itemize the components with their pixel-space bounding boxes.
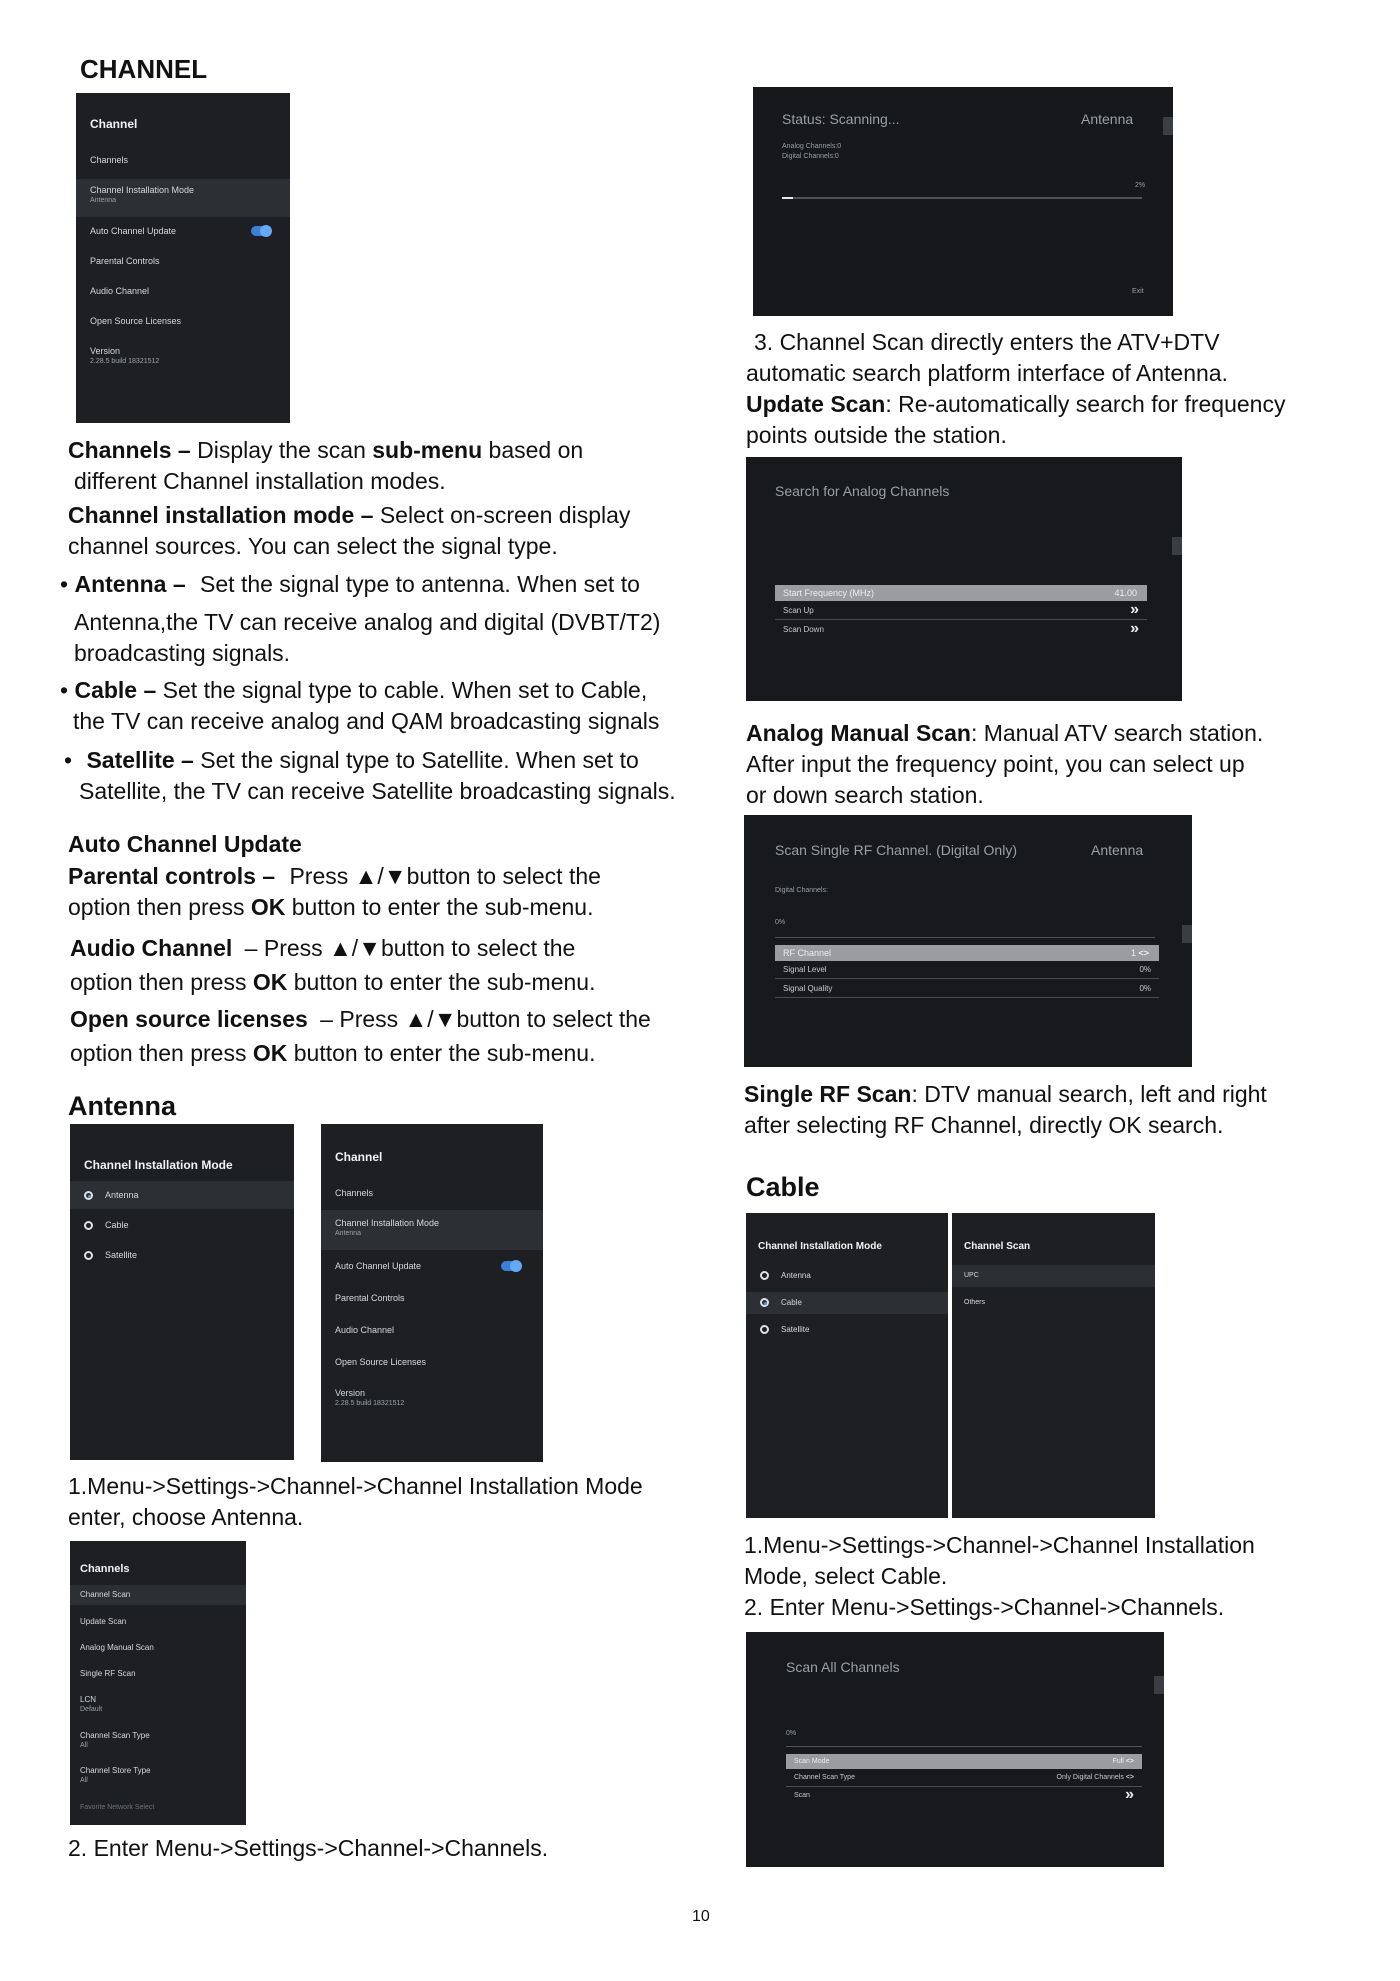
screenshot-analog-search xyxy=(746,457,1182,701)
menu-item-licenses[interactable]: Open Source Licenses xyxy=(335,1357,427,1367)
menu-title: Channel xyxy=(90,117,138,131)
option-cable[interactable] xyxy=(746,1292,948,1314)
frequency-value: 41.00 xyxy=(1114,588,1137,598)
menu-item-label: Channel Installation Mode xyxy=(90,185,195,195)
rf-value xyxy=(1131,945,1149,961)
panel-title: Search for Analog Channels xyxy=(775,483,950,499)
term: OK xyxy=(250,894,286,920)
term: Single RF Scan xyxy=(744,1081,912,1107)
text: or down search station. xyxy=(746,782,984,808)
text: Display the scan xyxy=(197,437,366,463)
analog-count: Analog Channels:0 xyxy=(782,143,842,150)
text: button to select the xyxy=(456,1006,651,1032)
menu-item-parental[interactable]: Parental Controls xyxy=(90,256,160,266)
row-label: Signal Quality xyxy=(783,984,833,993)
digital-label: Digital Channels: xyxy=(775,887,828,894)
menu-item-label: Version xyxy=(90,346,121,356)
auto-update-toggle[interactable] xyxy=(251,226,271,236)
text: Select on-screen display xyxy=(379,502,631,528)
menu-item-scan-type[interactable] xyxy=(70,1731,246,1749)
text: enter, choose Antenna. xyxy=(68,1504,304,1530)
mode-text: Full xyxy=(1112,1758,1124,1765)
menu-item-channels[interactable]: Channels xyxy=(90,155,129,165)
antenna-step2: 2. Enter Menu->Settings->Channel->Channels. xyxy=(68,1835,549,1861)
term: Channels – xyxy=(68,437,191,463)
progress-fill xyxy=(782,197,793,199)
menu-item-favorite-network[interactable]: Favorite Network Select xyxy=(80,1804,155,1811)
menu-item-audio[interactable]: Audio Channel xyxy=(335,1325,395,1335)
row-label: Scan xyxy=(794,1792,810,1799)
signal-level-row xyxy=(775,963,1159,979)
menu-item-channels[interactable]: Channels xyxy=(335,1188,374,1198)
arrows: ▲/▼ xyxy=(354,863,407,889)
menu-item-analog-scan[interactable]: Analog Manual Scan xyxy=(80,1643,154,1652)
text: Mode, select Cable. xyxy=(744,1563,948,1589)
satellite-bullet xyxy=(64,745,714,807)
heading-channel: CHANNEL xyxy=(80,54,208,84)
text: button to enter the sub-menu. xyxy=(293,969,596,995)
term: Audio Channel xyxy=(70,935,233,961)
text: Press xyxy=(289,863,349,889)
progress-track xyxy=(782,197,1142,199)
menu-item-audio[interactable]: Audio Channel xyxy=(90,286,150,296)
text: : DTV manual search, left and right xyxy=(911,1081,1267,1107)
scan-type-row[interactable] xyxy=(786,1771,1142,1787)
text: broadcasting signals. xyxy=(74,640,291,666)
scan-status: Status: Scanning... xyxy=(782,111,900,127)
option-label: Satellite xyxy=(781,1325,810,1334)
text: button to select the xyxy=(406,863,601,889)
version-number: 2.28.5 build 18321512 xyxy=(335,1400,405,1407)
radio-selected-icon xyxy=(760,1298,769,1307)
menu-item-version xyxy=(321,1388,543,1407)
row-label: Scan Mode xyxy=(794,1758,830,1765)
menu-item-sub: All xyxy=(80,1742,88,1749)
menu-item-auto-update[interactable]: Auto Channel Update xyxy=(335,1261,422,1271)
auto-update-toggle[interactable] xyxy=(501,1261,521,1271)
menu-item-channel-scan[interactable]: Channel Scan xyxy=(70,1585,246,1605)
term: Analog Manual Scan xyxy=(746,720,971,746)
radio-selected-icon xyxy=(84,1191,93,1200)
chevron-right-icon: » xyxy=(1125,1786,1134,1803)
text: : Manual ATV search station. xyxy=(970,720,1264,746)
radio-icon xyxy=(760,1325,769,1334)
menu-item-label: LCN xyxy=(80,1695,97,1704)
screenshot-scan-all xyxy=(746,1632,1164,1867)
term: Antenna – xyxy=(74,571,186,597)
screenshot-install-mode-cable xyxy=(746,1213,948,1518)
open-source-desc xyxy=(70,1002,710,1070)
text: – Press xyxy=(244,935,323,961)
chevron-right-icon: » xyxy=(1130,620,1139,637)
row-label: RF Channel xyxy=(783,948,832,958)
menu-item-version xyxy=(76,346,290,365)
menu-item-sub: All xyxy=(80,1777,88,1784)
term: sub-menu xyxy=(372,437,483,463)
cable-bullet xyxy=(60,675,710,737)
panel-source: Antenna xyxy=(1091,842,1144,858)
heading-antenna: Antenna xyxy=(68,1091,176,1121)
scrollbar xyxy=(1182,925,1192,943)
option-upc[interactable]: UPC xyxy=(952,1265,1155,1287)
term: Open source licenses xyxy=(70,1006,308,1032)
version-number: 2.28.5 build 18321512 xyxy=(90,358,160,365)
menu-item-label: Channel Store Type xyxy=(80,1766,151,1775)
screenshot-cable-channel-scan xyxy=(952,1213,1155,1518)
text: points outside the station. xyxy=(746,422,1007,448)
panel-title: Channel Installation Mode xyxy=(84,1158,233,1172)
level-value: 0% xyxy=(1139,965,1151,974)
screenshot-channels-submenu xyxy=(70,1541,246,1825)
bullet: • xyxy=(60,677,69,703)
screenshot-scanning xyxy=(753,87,1173,316)
text: button to enter the sub-menu. xyxy=(291,894,594,920)
audio-desc xyxy=(70,931,710,999)
bullet: • xyxy=(64,747,73,773)
divider xyxy=(786,1746,1142,1747)
scan-up-row[interactable] xyxy=(775,601,1147,620)
menu-item-installation-mode[interactable] xyxy=(76,179,290,217)
term: Update Scan xyxy=(746,391,886,417)
channel-scan-desc xyxy=(746,327,1386,451)
scan-mode-row[interactable] xyxy=(786,1754,1142,1769)
left-right-arrows-icon: <> xyxy=(1125,1774,1134,1781)
scan-source: Antenna xyxy=(1081,111,1134,127)
panel-title: Channel Installation Mode xyxy=(758,1241,882,1252)
panel-title: Scan All Channels xyxy=(786,1659,900,1675)
term: OK xyxy=(252,1040,288,1066)
option-cable[interactable] xyxy=(70,1211,294,1239)
start-frequency-row[interactable] xyxy=(775,585,1147,601)
scan-row[interactable] xyxy=(786,1786,1142,1805)
single-rf-desc xyxy=(744,1079,1384,1141)
parental-desc xyxy=(68,861,708,923)
panel-title: Channels xyxy=(80,1563,130,1575)
scan-percent: 0% xyxy=(775,919,786,926)
menu-item-update-scan[interactable]: Update Scan xyxy=(80,1617,127,1626)
text: option then press xyxy=(68,894,245,920)
menu-item-label: Channel Scan Type xyxy=(80,1731,150,1740)
screenshot-channel-menu xyxy=(76,93,290,423)
text: Set the signal type to Satellite. When set to xyxy=(200,747,639,773)
cable-steps xyxy=(744,1530,1384,1623)
option-label: Cable xyxy=(105,1220,129,1230)
divider xyxy=(775,937,1155,938)
menu-item-sub: Default xyxy=(80,1706,103,1713)
signal-quality-row xyxy=(775,982,1159,998)
option-satellite[interactable] xyxy=(746,1319,948,1341)
row-label: Signal Level xyxy=(783,965,827,974)
scrollbar xyxy=(1172,537,1182,555)
menu-item-label: Channel Installation Mode xyxy=(335,1218,440,1228)
text: : Re-automatically search for frequency xyxy=(885,391,1286,417)
heading-cable: Cable xyxy=(746,1172,820,1202)
screenshot-install-mode-antenna xyxy=(70,1124,294,1460)
arrows: ▲/▼ xyxy=(329,935,381,961)
arrows: ▲/▼ xyxy=(404,1006,457,1032)
antenna-step1 xyxy=(68,1471,728,1533)
type-value xyxy=(1057,1771,1134,1785)
term: Auto Channel Update xyxy=(68,831,302,857)
type-text: Only Digital Channels xyxy=(1056,1774,1124,1781)
option-label: Cable xyxy=(781,1298,802,1307)
term: Parental controls – xyxy=(68,863,276,889)
text: Satellite, the TV can receive Satellite broadcasting signals. xyxy=(79,778,676,804)
menu-item-store-type[interactable] xyxy=(70,1766,246,1784)
option-label: Antenna xyxy=(781,1271,811,1280)
row-label: Scan Up xyxy=(783,606,814,615)
text: After input the frequency point, you can select up xyxy=(746,751,1245,777)
text: Antenna,the TV can receive analog and digital (DVBT/T2) xyxy=(74,609,661,635)
row-label: Start Frequency (MHz) xyxy=(783,588,875,598)
rf-channel-row[interactable] xyxy=(775,945,1159,961)
text: Set the signal type to cable. When set to Cable, xyxy=(162,677,648,703)
menu-item-label: Version xyxy=(335,1388,366,1398)
text: 3. Channel Scan directly enters the ATV+DTV xyxy=(754,329,1220,355)
menu-item-installation-mode[interactable] xyxy=(321,1210,543,1250)
text: 1.Menu->Settings->Channel->Channel Installation xyxy=(744,1532,1255,1558)
channels-desc xyxy=(68,435,668,497)
analog-manual-desc xyxy=(746,718,1386,811)
digital-count: Digital Channels:0 xyxy=(782,153,839,160)
text: button to enter the sub-menu. xyxy=(293,1040,596,1066)
row-label: Scan Down xyxy=(783,625,824,634)
antenna-bullet xyxy=(60,569,700,600)
rf-number: 1 xyxy=(1130,948,1136,958)
option-others[interactable]: Others xyxy=(964,1299,986,1306)
scan-percent: 2% xyxy=(1135,182,1146,189)
menu-title: Channel xyxy=(335,1150,383,1164)
option-antenna[interactable] xyxy=(70,1181,294,1209)
chevron-right-icon: » xyxy=(1130,601,1139,618)
text: the TV can receive analog and QAM broadcasting signals xyxy=(73,708,660,734)
term: Satellite – xyxy=(86,747,194,773)
menu-item-sub: Antenna xyxy=(90,197,117,204)
scan-down-row[interactable] xyxy=(775,620,1147,639)
left-right-arrows-icon: <> xyxy=(1125,1758,1134,1765)
menu-item-lcn[interactable] xyxy=(70,1695,246,1713)
text: after selecting RF Channel, directly OK search. xyxy=(744,1112,1224,1138)
text: 2. Enter Menu->Settings->Channel->Channels. xyxy=(744,1594,1225,1620)
menu-item-auto-update[interactable]: Auto Channel Update xyxy=(90,226,177,236)
text: Set the signal type to antenna. When set to xyxy=(200,571,640,597)
option-label: Antenna xyxy=(105,1190,139,1200)
term: OK xyxy=(252,969,288,995)
text: – Press xyxy=(320,1006,399,1032)
text: button to select the xyxy=(380,935,576,961)
scrollbar xyxy=(1163,117,1173,135)
screenshot-single-rf xyxy=(744,815,1192,1067)
menu-item-sub: Antenna xyxy=(335,1230,362,1237)
antenna-bullet-cont xyxy=(74,607,714,669)
text: channel sources. You can select the signal type. xyxy=(68,533,558,559)
radio-icon xyxy=(84,1221,93,1230)
mode-value xyxy=(1113,1754,1134,1769)
panel-title: Scan Single RF Channel. (Digital Only) xyxy=(775,842,1017,858)
menu-item-parental[interactable]: Parental Controls xyxy=(335,1293,405,1303)
text: based on xyxy=(488,437,584,463)
exit-button[interactable]: Exit xyxy=(1132,288,1144,295)
text: option then press xyxy=(70,1040,247,1066)
menu-item-single-rf[interactable]: Single RF Scan xyxy=(80,1669,136,1678)
bullet: • xyxy=(60,571,69,597)
radio-icon xyxy=(760,1271,769,1280)
text: option then press xyxy=(70,969,247,995)
text: 1.Menu->Settings->Channel->Channel Installation Mode xyxy=(68,1473,643,1499)
option-satellite[interactable] xyxy=(70,1241,294,1269)
screenshot-channel-menu-2 xyxy=(321,1124,543,1462)
page-number: 10 xyxy=(692,1908,710,1925)
option-label: Satellite xyxy=(105,1250,138,1260)
scrollbar xyxy=(1154,1676,1164,1694)
radio-icon xyxy=(84,1251,93,1260)
auto-update-heading xyxy=(68,829,302,860)
text: different Channel installation modes. xyxy=(74,468,446,494)
installation-mode-desc xyxy=(68,500,688,562)
row-label: Channel Scan Type xyxy=(794,1774,855,1781)
quality-value: 0% xyxy=(1139,984,1151,993)
left-right-arrows-icon: <> xyxy=(1138,948,1149,958)
scan-percent: 0% xyxy=(786,1730,797,1737)
option-antenna[interactable] xyxy=(746,1265,948,1287)
text: automatic search platform interface of Antenna. xyxy=(746,360,1228,386)
menu-item-licenses[interactable]: Open Source Licenses xyxy=(90,316,182,326)
term: Cable – xyxy=(74,677,157,703)
panel-title: Channel Scan xyxy=(964,1241,1031,1252)
term: Channel installation mode – xyxy=(68,502,374,528)
